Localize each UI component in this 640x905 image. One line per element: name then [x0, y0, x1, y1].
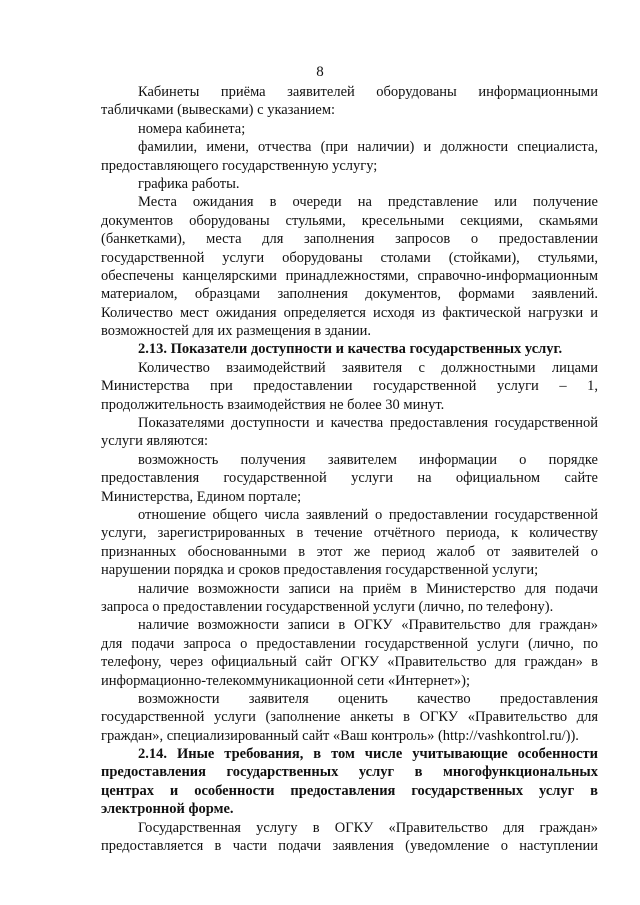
text-line: графика работы.: [138, 175, 240, 192]
text-line: электронной форме.: [101, 801, 234, 818]
text-line: обеспечены канцелярскими принадлежностями, справочно-информационным: [101, 267, 598, 284]
text-line: услуги, зарегистрированных в течение отчётного периода, к количеству: [101, 525, 598, 542]
text-line: наличие возможности записи на приём в Министерство для подачи: [138, 580, 598, 597]
text-line: услуги являются:: [101, 433, 209, 450]
text-line: документов оборудованы стульями, кресельными секциями, скамьями: [101, 212, 598, 229]
text-line: (банкетками), места для заполнения запросов о предоставлении: [101, 231, 598, 248]
page-number: 8: [316, 64, 324, 80]
text-line: Количество взаимодействий заявителя с должностными лицами: [138, 359, 598, 376]
text-line: возможности заявителя оценить качество предоставления: [138, 690, 598, 707]
text-line: наличие возможности записи в ОГКУ «Правительство для граждан»: [138, 617, 598, 634]
text-line: материалом, образцами заполнения документов, формами заявлений.: [101, 286, 598, 303]
text-line: 2.14. Иные требования, в том числе учитывающие особенности: [138, 746, 598, 763]
text-line: Количество мест ожидания определяется исходя из фактической нагрузки и: [101, 304, 598, 321]
text-line: номера кабинета;: [138, 120, 246, 137]
text-line: отношение общего числа заявлений о предоставлении государственной: [138, 506, 598, 523]
text-line: предоставления государственной услуги на официальном сайте: [101, 470, 598, 487]
document-body: [101, 83, 598, 855]
text-line: возможность получения заявителем информации о порядке: [138, 451, 598, 468]
text-line: нарушении порядка и сроков предоставления государственной услуги;: [101, 562, 539, 579]
text-line: телефону, через официальный сайт ОГКУ «Правительство для граждан» в: [101, 654, 598, 671]
text-line: запроса о предоставлении государственной услуги (лично, по телефону).: [101, 598, 554, 615]
text-line: Показателями доступности и качества предоставления государственной: [138, 415, 598, 432]
text-line: для подачи запроса о предоставлении государственной услуги (лично, по: [101, 635, 598, 652]
text-line: Места ожидания в очереди на представление или получение: [138, 194, 598, 211]
text-line: табличками (вывесками) с указанием:: [101, 102, 336, 119]
text-line: признанных обоснованными в этот же период жалоб от заявителей о: [101, 543, 598, 560]
text-line: предоставляется в части подачи заявления (уведомление о наступлении: [101, 838, 598, 855]
text-line: продолжительность взаимодействия не более 30 минут.: [101, 396, 445, 413]
text-line: Государственная услугу в ОГКУ «Правительство для граждан»: [138, 819, 598, 836]
text-line: центрах и особенности предоставления государственных услуг в: [101, 782, 598, 799]
text-line: Кабинеты приёма заявителей оборудованы информационными: [138, 84, 598, 100]
text-line: предоставления государственных услуг в многофункциональных: [101, 764, 598, 781]
text-line: Министерства, Едином портале;: [101, 488, 302, 505]
text-line: государственной услуги (заполнение анкеты в ОГКУ «Правительство для: [101, 709, 598, 726]
text-line: государственной услуги оборудованы столами (стойками), стульями,: [101, 249, 598, 266]
text-line: Министерства при предоставлении государственной услуги – 1,: [101, 378, 598, 395]
text-line: граждан», специализированный сайт «Ваш контроль» (http://vashkontrol.ru/)).: [101, 727, 579, 744]
text-line: предоставляющего государственную услугу;: [101, 157, 378, 174]
text-line: 2.13. Показатели доступности и качества государственных услуг.: [138, 341, 563, 358]
text-line: информационно-телекоммуникационной сети «Интернет»);: [101, 672, 471, 689]
text-line: возможностей для их размещения в здании.: [101, 323, 371, 340]
text-line: фамилии, имени, отчества (при наличии) и должности специалиста,: [138, 139, 598, 156]
